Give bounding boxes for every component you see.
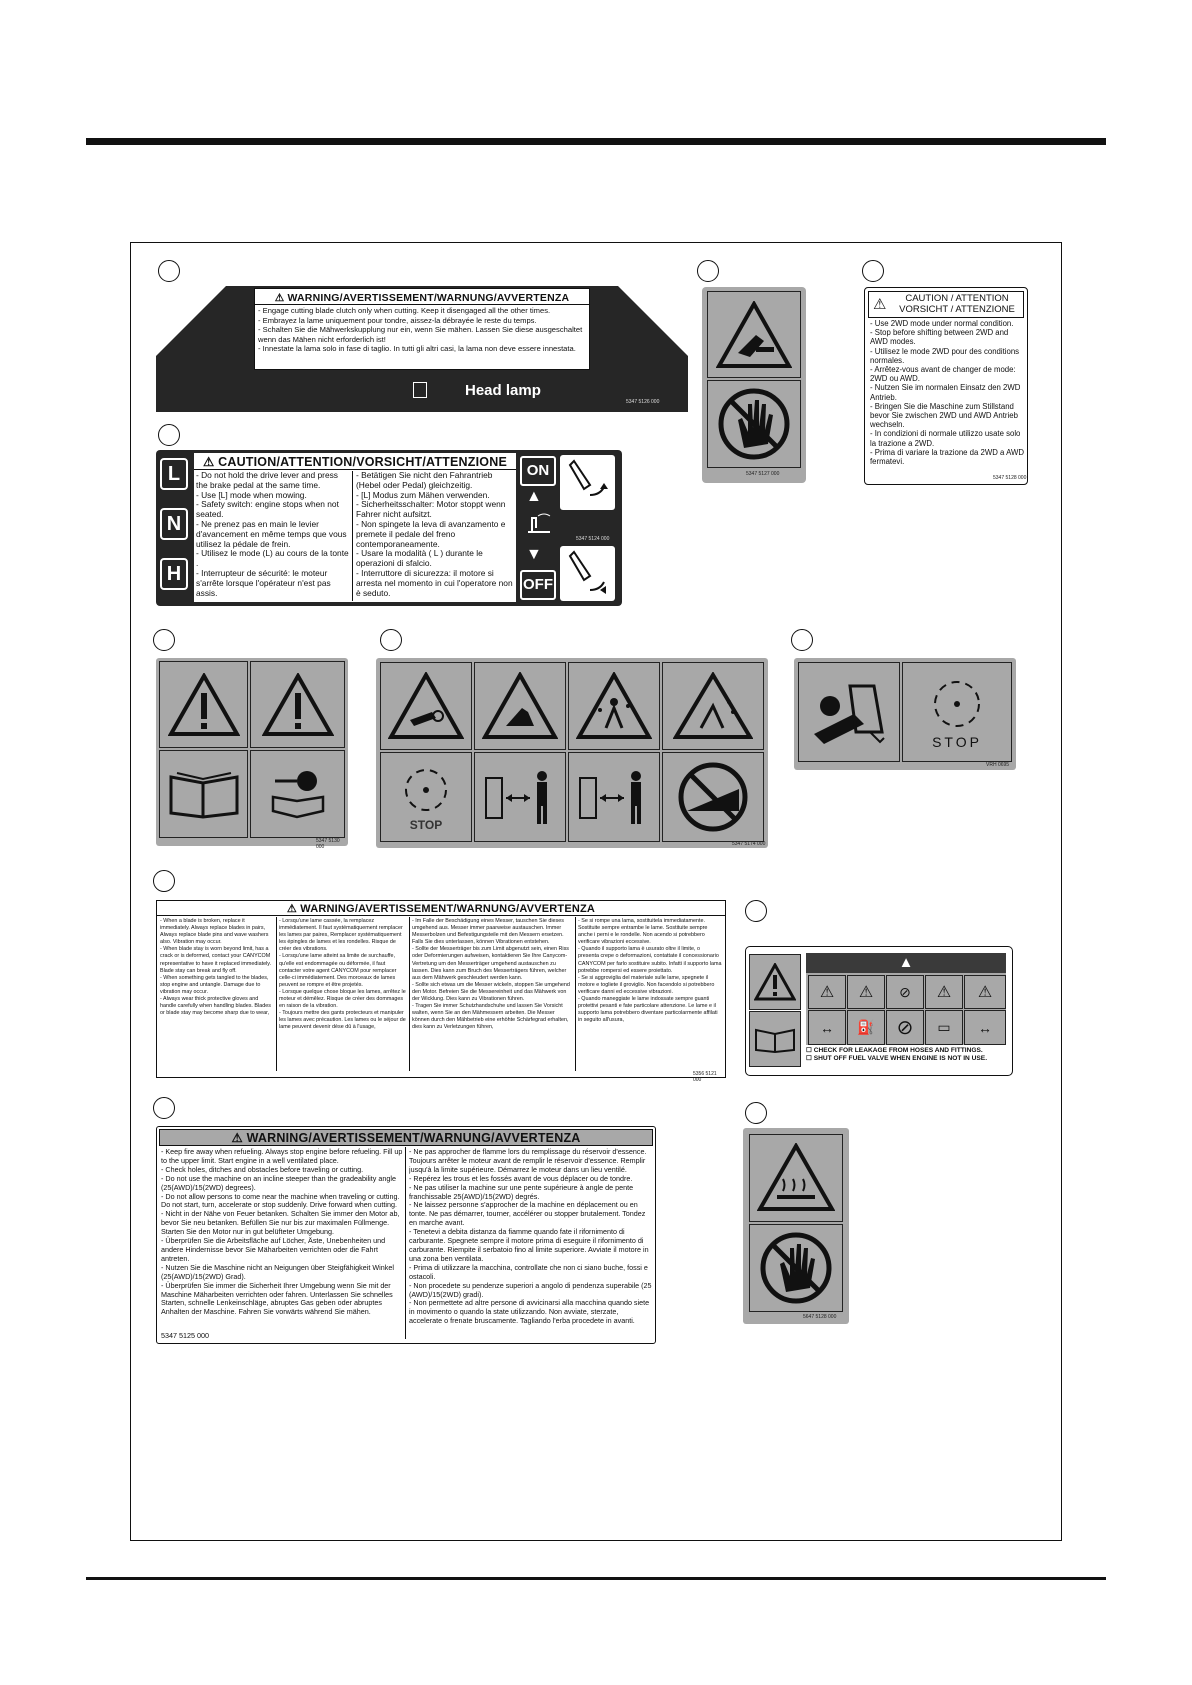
caution-title-text: CAUTION/ATTENTION/VORSICHT/ATTENZIONE bbox=[218, 455, 507, 469]
label-hand-crush bbox=[702, 287, 806, 483]
label-2wd-caution bbox=[864, 287, 1028, 485]
warning-title-text: WARNING/AVERTISSEMENT/WARNUNG/AVVERTENZA bbox=[246, 1131, 581, 1145]
caution-title bbox=[891, 293, 1023, 315]
warning-title bbox=[255, 289, 589, 305]
manual-pictogram bbox=[159, 750, 248, 838]
warning-panel bbox=[254, 288, 590, 370]
callout-circle bbox=[791, 629, 813, 651]
caution-title bbox=[194, 453, 516, 470]
book-icon bbox=[167, 769, 241, 819]
rotating-blade-icon bbox=[398, 762, 454, 818]
blade-warning-col-fr: - Lorsqu'une lame cassée, la remplacez immédiatement. Il faut systématiquement remplacer les lames par paires, Remplacer systématiquement les épingles de lames et les rondelles. Risque de créer des vibrations. - Lorsqu'une lame atteint sa limite de surchauffe, qu'elle est endommagée ou déformée, il faut contacter votre agent CANYCOM pour remplacer celle-ci immédiatement. Des morceaux de lames peuvent se rompre et être projetés. - Lorsque quelque chose bloque les lames, arrêtez le moteur et démêlez. Risque de créer des dommages en raison de la vibration. - Toujours mettre des gants protecteurs et manipuler les lames avec précaution. Les lames ou le séjour de lame peuvent devenir dèse dû à l'usage, bbox=[279, 918, 406, 1031]
part-code: 5347 5130 000 bbox=[316, 838, 340, 850]
rotating-blade-stop-pictogram bbox=[380, 752, 472, 842]
caution-col-right: - Betätigen Sie nicht den Fahrantrieb (Hebel oder Pedal) gleichzeitig. - [L] Modus zum Mähen verwenden. - Sicherheitsschalter: Motor stoppt wenn Fahrer nicht aufsitzt. - Non spingete la leva di avanzamento e premete il pedale del freno contemporaneamente. - Usare la modalità ( L ) durante le operazioni di sfalcio. - Interruttore di sicurezza: il motore si arresta nel momento in cui l'operatore non è seduto. bbox=[356, 471, 513, 598]
warning-icon: ⚠ bbox=[847, 975, 885, 1009]
caution-triangle-icon: ⚠ bbox=[203, 455, 219, 469]
off-badge: OFF bbox=[520, 570, 556, 600]
part-code: 5347 5174 000 bbox=[732, 841, 766, 847]
warning-title-text: WARNING/AVERTISSEMENT/WARNUNG/AVVERTENZA bbox=[300, 903, 596, 915]
key-manual-pictogram bbox=[250, 750, 345, 838]
mode-l-badge: L bbox=[160, 458, 188, 490]
blade-hand-pictogram bbox=[380, 662, 472, 750]
checkbox-icon: ☐ bbox=[806, 1047, 814, 1054]
callout-circle bbox=[380, 629, 402, 651]
label-belt-stop bbox=[794, 658, 1016, 770]
seat-switch-icon bbox=[524, 510, 554, 540]
column-divider bbox=[575, 917, 576, 1071]
caution-title-line1: CAUTION / ATTENTION bbox=[905, 293, 1009, 304]
thrown-debris-icon bbox=[673, 672, 753, 740]
blade-warning-col-it: - Se si rompe una lama, sostituitela immediatamente. Sostituite sempre entrambe le lame. Sostituite sempre anche i perni e le rondelle. Non acendo si potrebbero verificare vibrazioni eccessive. - Quando il supporto lama è usurato oltre il limite, o presenta crepe o deformazioni, contattate il concessionario CANYCOM per farlo sostituire subito. Infatti il supporto lama potrebbe rompersi ed essere proiettato. - Se si aggroviglia del materiale sulle lame, spegnete il motore e togliete il groviglio. Non facendolo si potrebbero verificare danni ed eccessive vibrazioni. - Quando maneggiate le lame indossate sempre guanti protettivi pesanti e fate particolare attenzione. Le lame e il supporto lama potrebbero diventare particolarmente affilati in seguito all'usura, bbox=[578, 918, 722, 1024]
label-fuel-safety bbox=[745, 946, 1013, 1076]
callout-circle bbox=[697, 260, 719, 282]
no-touch-icon bbox=[716, 386, 792, 462]
thrown-object-pictogram bbox=[568, 662, 660, 750]
belt-entanglement-pictogram bbox=[798, 662, 900, 762]
warning-triangle-pictogram bbox=[749, 954, 801, 1010]
top-rule bbox=[86, 138, 1106, 145]
keep-distance-pictogram bbox=[474, 752, 566, 842]
stop-text: STOP bbox=[932, 734, 982, 750]
label-headlamp-warning bbox=[156, 286, 688, 412]
fuel-manual-icon: ▭ bbox=[925, 1010, 963, 1045]
part-code: VRH 0695 bbox=[986, 762, 1010, 768]
fuel-icon: ⛽ bbox=[847, 1010, 885, 1045]
blade-warning-icon: ⚠ bbox=[808, 975, 846, 1009]
label-refuel-warning bbox=[156, 1126, 656, 1344]
keep-distance-pictogram bbox=[568, 752, 660, 842]
hot-surface-pictogram bbox=[749, 1134, 843, 1222]
keep-distance-icon: ↔ bbox=[808, 1010, 846, 1045]
part-code: 5347 5125 000 bbox=[161, 1331, 209, 1340]
keep-distance-icon bbox=[480, 762, 560, 832]
callout-circle bbox=[158, 424, 180, 446]
warning-triangle-icon bbox=[754, 963, 796, 1001]
no-smoking-icon: ⊘ bbox=[886, 975, 924, 1009]
stop-text: STOP bbox=[409, 818, 443, 832]
key-book-icon bbox=[261, 763, 335, 825]
fuel-checklist bbox=[806, 1047, 1010, 1064]
pedal-off-pictogram bbox=[560, 546, 615, 601]
warning-triangle-icon: ⚠ bbox=[274, 292, 288, 304]
mode-column bbox=[160, 458, 188, 602]
label-drive-mode-caution bbox=[156, 450, 622, 606]
caution-header bbox=[868, 291, 1024, 318]
caution-title-line2: VORSICHT / ATTENZIONE bbox=[899, 304, 1015, 315]
column-divider bbox=[352, 471, 353, 601]
keep-distance-icon bbox=[574, 762, 654, 832]
part-code: 5347 5127 000 bbox=[746, 471, 780, 477]
no-touch-icon bbox=[758, 1230, 834, 1306]
refuel-warning-col-right: - Ne pas approcher de flamme lors du remplissage du réservoir d'essence. Toujours arrêter le moteur avant de remplir le réservoir d'essence. Remplir jusqu'à la limite supérieure. Démarrez le moteur dans un lieu ventilé. - Repérez les trous et les fossés avant de vous déplacer ou de tondre. - Ne pas utiliser la machine sur une pente supérieure à angle de pente franchissable 25(AWD)/15(2WD) degrés. - Ne laissez personne s'approcher de la machine en déplacement ou en tonte. Ne pas démarrer, tourner, accélérer ou stopper brutalement. Tondez en marche avant. - Tenetevi a debita distanza da fiamme quando fate il rifornimento di carburante. Spegnete sempre il motore prima di eseguire il rifornimento di carburante. Riempite il serbatoio fino al limite superiore. Avviate il motore in una zona ben ventilata. - Prima di utilizzare la macchina, controllate che non ci siano buche, fossi e ostacoli. - Non procedete su pendenze superiori a angolo di pendenza superabile (25 (AWD)/15(2WD) gradi). - Non permettete ad altre persone di avvicinarsi alla macchina quando siete in movimento o quando la state utilizzando. Non avviate, sterzate, accelerate o frenate bruscamente. Tagliando l'erba procedete in avanti. bbox=[409, 1148, 652, 1326]
belt-hand-icon bbox=[804, 672, 894, 752]
check-item bbox=[806, 1055, 1010, 1063]
checkbox-icon: ☐ bbox=[806, 1055, 814, 1063]
thrown-debris-pictogram bbox=[662, 662, 764, 750]
warning-triangle-pictogram bbox=[250, 661, 345, 748]
foot-cut-icon bbox=[482, 672, 558, 740]
check-item-text: CHECK FOR LEAKAGE FROM HOSES AND FITTINGS. bbox=[813, 1047, 983, 1054]
column-divider bbox=[409, 917, 410, 1071]
warning-triangle-icon bbox=[168, 673, 240, 737]
warning-triangle-pictogram bbox=[159, 661, 248, 748]
refuel-warning-col-left: - Keep fire away when refueling. Always stop engine before refueling. Fill up to the upper limit. Start engine in a well ventilated place. - Check holes, ditches and obstacles before traveling or cutting. - Do not use the machine on an incline steeper than the gradeability angle (25(AWD)/15(2WD) degrees). - Do not allow persons to come near the machine when traveling or cutting. Do not start, turn, accelerate or stop suddenly. Drive forward when cutting. - Nicht in der Nähe von Feuer betanken. Schalten Sie immer den Motor ab, bevor Sie neu betanken. Befüllen Sie nur bis zur maximalen Füllmenge. Starten Sie den Motor nur in gut belüfteter Umgebung. - Überprüfen Sie die Arbeitsfläche auf Löcher, Äste, Unebenheiten und andere Hindernisse bevor Sie Mäharbeiten verrichten oder die Fahrt antreten. - Nutzen Sie die Maschine nicht an Neigungen über Steigfähigkeit Winkel (25(AWD)/15(2WD) Grad). - Überprüfen Sie immer die Sicherheit Ihrer Umgebung wenn Sie mit der Maschine Mäharbeiten verrichten oder fahren. Unterlassen Sie schnelles Starten, schnelle Lenkeinschläge, abruptes Gas geben oder abruptes Anhalten der Maschine. Fahren Sie vorwärts während Sie mähen. bbox=[161, 1148, 403, 1317]
arrow-up-icon: ▲ bbox=[526, 488, 542, 505]
thrown-object-icon bbox=[576, 672, 652, 740]
label-hot-surface bbox=[743, 1128, 849, 1324]
part-code: 5347 5126 000 bbox=[626, 399, 660, 405]
part-code: 5347 5128 000 bbox=[993, 475, 1027, 481]
warning-triangle-icon: ⚠ bbox=[286, 903, 301, 915]
no-slope-icon bbox=[675, 759, 751, 835]
pictogram-grid bbox=[806, 973, 1006, 1045]
warning-triangle-icon: ▲ bbox=[898, 954, 914, 971]
warning-title bbox=[159, 1129, 653, 1146]
warning-icon: ⚠ bbox=[925, 975, 963, 1009]
check-item-text: SHUT OFF FUEL VALVE WHEN ENGINE IS NOT IN USE. bbox=[813, 1055, 988, 1063]
blade-foot-pictogram bbox=[474, 662, 566, 750]
callout-circle bbox=[153, 870, 175, 892]
on-badge: ON bbox=[520, 456, 556, 486]
hand-cut-icon bbox=[388, 672, 464, 740]
keep-distance-icon: ↔ bbox=[964, 1010, 1006, 1045]
bottom-rule bbox=[86, 1577, 1106, 1580]
rotating-blade-icon bbox=[927, 674, 987, 734]
no-slope-pictogram bbox=[662, 752, 764, 842]
callout-circle bbox=[153, 1097, 175, 1119]
no-hand-pictogram bbox=[749, 1224, 843, 1312]
part-code: 5647 5128 000 bbox=[803, 1314, 837, 1320]
mode-n-badge: N bbox=[160, 508, 188, 540]
manual-pictogram bbox=[749, 1011, 801, 1067]
column-divider bbox=[276, 917, 277, 1071]
callout-circle bbox=[745, 900, 767, 922]
arrow-down-icon: ▼ bbox=[526, 546, 542, 563]
caution-body: - Use 2WD mode under normal condition. - Stop before shifting between 2WD and AWD modes. - Utilisez le mode 2WD pour des conditions normales. - Arrêtez-vous avant de changer de mode: 2WD ou AWD. - Nutzen Sie im normalen Einsatz den 2WD Antrieb. - Bringen Sie die Maschine zum Stillstand bevor Sie zwischen 2WD und AWD Antrieb wechseln. - In condizioni di normale utilizzo usate solo la trazione a 2WD. - Prima di variare la trazione da 2WD a AWD fermatevi. bbox=[870, 319, 1024, 467]
no-fire-icon: ⊘ bbox=[886, 1010, 924, 1045]
callout-circle bbox=[158, 260, 180, 282]
caution-triangle-icon: ⚠ bbox=[873, 296, 887, 313]
caution-panel bbox=[194, 453, 516, 602]
caution-col-left: - Do not hold the drive lever and press the brake pedal at the same time. - Use [L] mode when mowing. - Safety switch: engine stops when not seated. - Ne prenez pas en main le levier d'avancement en même temps que vous utilisez la pédale de frein. - Utilisez le mode (L) au cours de la tonte . - Interrupteur de sécurité: le moteur s'arrête lorsque l'opérateur n'est pas assis. bbox=[196, 471, 349, 598]
warning-title-text: WARNING/AVERTISSEMENT/WARNUNG/AVVERTENZA bbox=[287, 292, 570, 304]
switch-icon bbox=[413, 382, 427, 398]
hand-crush-pictogram bbox=[707, 291, 801, 378]
callout-circle bbox=[862, 260, 884, 282]
label-read-manual bbox=[156, 658, 348, 850]
callout-circle bbox=[153, 629, 175, 651]
warning-triangle-icon: ⚠ bbox=[231, 1131, 247, 1145]
label-blade-warnings bbox=[376, 658, 768, 848]
headlamp-text: Head lamp bbox=[465, 382, 541, 399]
warning-body: - Engage cutting blade clutch only when cutting. Keep it disengaged all the other times. - Embrayez la lame uniquement pour tondre, aissez-la débrayée le reste du temps. - Schalten Sie die Mähwerkskupplung nur ein, wenn Sie mähen. Lassen Sie diese ausgeschaltet wenn das Mähen nicht erforderlich ist! - Innestate la lama solo in fase di taglio. In tutti gli altri casi, la lama non deve essere innestata. bbox=[258, 306, 583, 354]
label-blade-maintenance-warning bbox=[156, 900, 726, 1083]
hot-surface-icon bbox=[757, 1143, 835, 1213]
warning-header-bar bbox=[806, 953, 1006, 973]
column-divider bbox=[405, 1147, 406, 1339]
warning-triangle-icon bbox=[262, 673, 334, 737]
part-code: 5347 5124 000 bbox=[576, 536, 610, 542]
blade-warning-col-de: - Im Falle der Beschädigung eines Messer, tauschen Sie dieses umgehend aus. Messer immer paarweise austauschen. Immer Messerbolzen und Befestigungsteile mit den Messern ersetzen. Falls Sie dies unterlassen, können Vibrationen entstehen. - Sollte der Messerträger bis zum Limit abgenutzt sein, einen Riss oder Deformierungen aufweisen, kontaktieren Sie Ihre Canycom-Vertretung um den Messerträger umgehend austauschen zu lassen. Dies kann zum Bruch des Messerträgers führen, welcher aus dem Mähwerk geschleudert werden kann. - Sollte sich etwas um die Messer wickeln, stoppen Sie umgehend den Motor. Befreien Sie die Messereinheit und das Mähwerk von der Wicklung. Dies kann zu Vibrationen führen. - Tragen Sie immer Schutzhandschuhe und lassen Sie Vorsicht walten, wenn Sie an den Mähmessern arbeiten. Die Messer können durch den Mähbetrieb eine erhöhte Schärfegrad erhalten, dies kann zu Verletzungen führen, bbox=[412, 918, 570, 1031]
pedal-on-pictogram bbox=[560, 455, 615, 510]
mode-h-badge: H bbox=[160, 558, 188, 590]
rotating-blade-stop-pictogram bbox=[902, 662, 1012, 762]
book-icon bbox=[754, 1024, 796, 1054]
fire-warning-icon: ⚠ bbox=[964, 975, 1006, 1009]
crush-warning-icon bbox=[716, 301, 792, 369]
no-hand-pictogram bbox=[707, 380, 801, 468]
warning-title bbox=[157, 901, 725, 916]
blade-warning-col-en: - When a blade is broken, replace it immediately. Always replace blades in pairs, Always replace blade pins and wave washers also. Vibration may occur. - When blade stay is worn beyond limit, has a crack or is deformed, contact your CANYCOM representative to have it replaced immediately. Blade stay can break and fly off. - When something gets tangled to the blades, stop engine and untangle. Damage due to vibration may occur. - Always wear thick protective gloves and handle carefully when handling blades. Blades or blade stay may become sharp due to wear, bbox=[160, 918, 272, 1017]
part-code: 5356 5121 000 bbox=[693, 1071, 717, 1083]
callout-circle bbox=[745, 1102, 767, 1124]
